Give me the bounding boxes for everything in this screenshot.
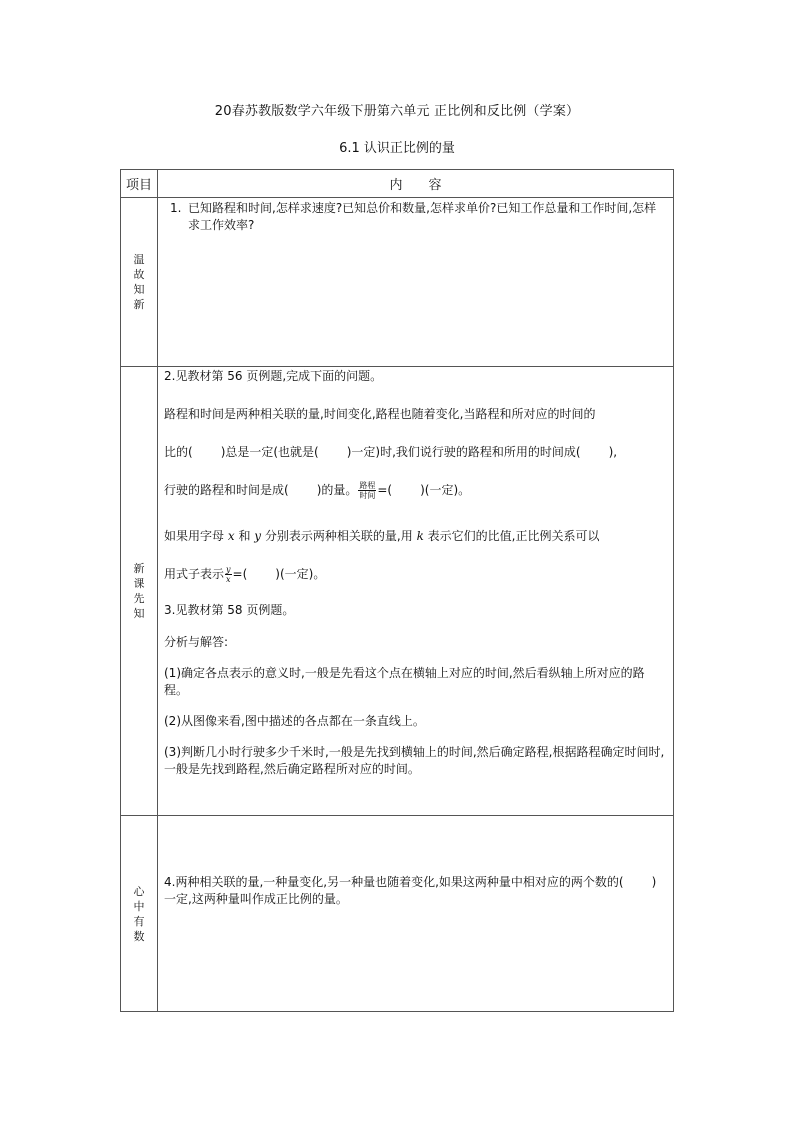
analysis-3: (3)判断几小时行驶多少千米时,一般是先找到横轴上的时间,然后确定路程,根据路程确定时间时,一般是先找到路程,然后确定路程所对应的时间。 [164,745,665,776]
analysis-heading: 分析与解答: [164,635,229,649]
review-row [121,198,674,367]
header-item-cell: 项目 [121,170,158,198]
summary-label: 心 中 有 数 [133,884,145,943]
new-lesson-label-cell [121,367,158,816]
question-4: 4.两种相关联的量,一种量变化,另一种量也随着变化,如果这两种量中相对应的两个数的( )一定,这两种量叫作成正比例的量。 [164,875,657,906]
new-lesson-label: 新 课 先 知 [133,562,145,620]
question-1-text: 已知路程和时间,怎样求速度?已知总价和数量,怎样求单价?已知工作总量和工作时间,怎样求工作效率? [188,201,657,232]
question-1 [164,200,667,234]
formula-line-1: 如果用字母 x 和 y 分别表示两种相关联的量,用 k 表示它们的比值,正比例关系可以 [164,529,600,543]
table-header-row [121,170,674,198]
distance-over-time-fraction: $\frac{\text{路程}}{\text{时间}}$ [359,481,376,500]
question-1-number: 1. [170,201,182,215]
question-3: 3.见教材第 58 页例题。 [164,603,295,617]
review-content-cell [158,198,674,367]
lesson-table [120,169,674,1012]
formula-line-2: 用式子表示 $\frac{y}{x}$ =( )(一定)。 [164,565,326,584]
analysis-1: (1)确定各点表示的意义时,一般是先看这个点在横轴上对应的时间,然后看纵轴上所对应的路程。 [164,666,645,697]
new-lesson-row [121,367,674,816]
document-title: 20春苏教版数学六年级下册第六单元 正比例和反比例（学案） [214,104,580,119]
lesson-subtitle: 6.1 认识正比例的量 [339,141,455,156]
analysis-2: (2)从图像来看,图中描述的各点都在一条直线上。 [164,714,425,728]
header-content-cell: 内 容 [158,170,674,198]
y-over-x-fraction: $\frac{y}{x}$ [226,565,231,584]
review-label-cell [121,198,158,367]
summary-content-cell [158,816,674,1012]
new-lesson-content-cell [158,367,674,816]
definition-line-2: 比的( )总是一定(也就是( )一定)时,我们说行驶的路程和所用的时间成( ), [164,445,618,459]
definition-line-1: 路程和时间是两种相关联的量,时间变化,路程也随着变化,当路程和所对应的时间的 [164,407,596,421]
question-2: 2.见教材第 56 页例题,完成下面的问题。 [164,369,383,383]
definition-line-3: 行驶的路程和时间是成( )的量。 $\frac{\text{路程}}{\text{时间}}$ =( )(一定)。 [164,481,471,500]
summary-label-cell [121,816,158,1012]
review-label: 温 故 知 新 [133,253,145,311]
summary-row [121,816,674,1012]
